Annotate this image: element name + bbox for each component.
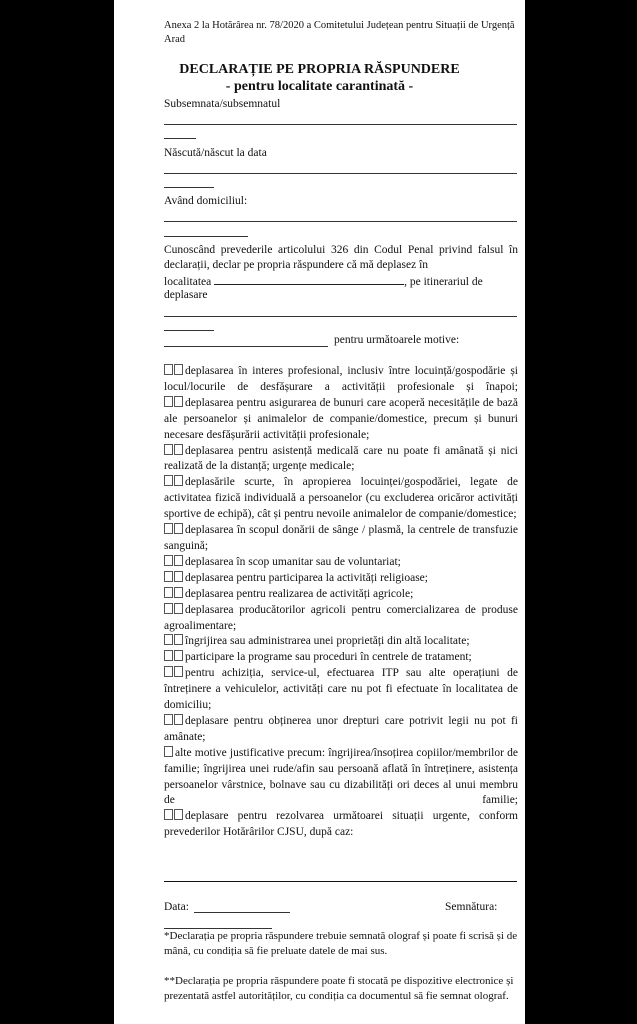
itinerary-line-2[interactable]: [164, 330, 214, 331]
checkbox-icon[interactable]: [164, 746, 174, 762]
document-title: DECLARAȚIE PE PROPRIA RĂSPUNDERE: [179, 62, 460, 77]
birth-date-line-end[interactable]: [164, 187, 214, 188]
reason-item: deplasarea pentru asigurarea de bunuri care acoperă necesitățile de bază ale persoanelor și animalelor de companie/domestice, precum și bunuri necesare desfășurării activității profesionale;: [164, 396, 518, 441]
signature-label: Semnătura:: [445, 901, 498, 913]
annex-header: Anexa 2 la Hotărârea nr. 78/2020 a Comitetului Județean pentru Situații de Urgență Arad: [164, 20, 515, 45]
reason-item: participare la programe sau proceduri în centrele de tratament;: [164, 650, 518, 666]
reason-item: alte motive justificative precum: îngrijirea/însoțirea copiilor/membrilor de familie; îngrijirea unei rude/afin sau persoană aflată în întreținere, asistența persoanelor vârstnice, bolnave sau cu dizabilități ori deces al unui membru de familie;: [164, 746, 518, 807]
reason-item: deplasările scurte, în apropierea locuinței/gospodăriei, legate de activitatea fizică individuală a persoanelor (cu excluderea oricăror activități sportive de echipă), cât și pentru nevoile animalelor de companie/domestice;: [164, 476, 518, 521]
checkbox-icon[interactable]: [164, 634, 184, 650]
reason-item: deplasarea pentru asistență medicală care nu poate fi amânată și nici realizată de la distanță; urgențe medicale;: [164, 444, 518, 473]
reason-item: deplasarea în scop umanitar sau de voluntariat;: [164, 555, 518, 571]
checkbox-icon[interactable]: [164, 666, 184, 682]
reason-item: deplasarea în interes profesional, inclusiv între locuință/gospodărie și locul/locurile de desfășurare a activității profesionale și înapoi;: [164, 365, 518, 393]
checkbox-icon[interactable]: [164, 809, 184, 825]
document-subtitle: - pentru localitate carantinată -: [225, 79, 414, 94]
checkbox-icon[interactable]: [164, 364, 184, 380]
reason-item: deplasarea pentru realizarea de activități agricole;: [164, 587, 518, 603]
name-label: Subsemnata/subsemnatul: [164, 98, 281, 110]
name-line-end[interactable]: [164, 138, 196, 139]
reason-item: deplasarea producătorilor agricoli pentru comercializarea de produse agroalimentare;: [164, 603, 518, 632]
itinerary-line[interactable]: [164, 316, 517, 317]
reason-item: deplasare pentru rezolvarea următoarei situații urgente, conform prevederilor Hotărârilor CJSU, după caz:: [164, 810, 518, 839]
reason-item: îngrijirea sau administrarea unei proprietăți din altă localitate;: [164, 634, 518, 650]
birth-date-label: Născută/născut la data: [164, 147, 267, 159]
domicile-line[interactable]: [164, 221, 517, 222]
date-field[interactable]: [194, 912, 290, 913]
date-label: Data:: [164, 901, 189, 913]
checkbox-icon[interactable]: [164, 396, 184, 412]
checkbox-icon[interactable]: [164, 475, 184, 491]
birth-date-line[interactable]: [164, 173, 517, 174]
checkbox-icon[interactable]: [164, 555, 184, 571]
name-line[interactable]: [164, 124, 517, 125]
reason-item: pentru achiziția, service-ul, efectuarea ITP sau alte operațiuni de întreținere a vehiculelor, activități care nu pot fi efectuate în localitatea de domiciliu;: [164, 667, 518, 712]
checkbox-icon[interactable]: [164, 523, 184, 539]
locality-field[interactable]: [214, 273, 404, 285]
motives-label: pentru următoarele motive:: [334, 334, 460, 346]
checkbox-icon[interactable]: [164, 587, 184, 603]
itinerary-line-3[interactable]: [164, 346, 328, 347]
reasons-list: [164, 364, 518, 841]
locality-label: localitatea: [164, 276, 212, 288]
reason-item: deplasare pentru obținerea unor drepturi care potrivit legii nu pot fi amânate;: [164, 714, 518, 743]
domicile-line-end[interactable]: [164, 236, 248, 237]
intro-text: Cunoscând prevederile articolului 326 din Codul Penal privind falsul în declarații, declar pe propria răspundere că mă deplasez în: [164, 244, 518, 271]
checkbox-icon[interactable]: [164, 603, 184, 619]
footnote-1: *Declarația pe propria răspundere trebuie semnată olograf și poate fi scrisă și de mână, cu condiția să fie preluate datele de mai sus.: [164, 930, 518, 957]
deplasare-label: deplasare: [164, 289, 208, 301]
reason-item: deplasarea pentru participarea la activități religioase;: [164, 571, 518, 587]
checkbox-icon[interactable]: [164, 650, 184, 666]
itinerary-label: , pe itinerariul de: [404, 276, 483, 288]
domicile-label: Având domiciliul:: [164, 195, 248, 207]
footnote-2: **Declarația pe propria răspundere poate fi stocată pe dispozitive electronice și prezentată astfel autorităților, cu condiția ca documentul să fie semnat olograf.: [164, 975, 514, 1002]
declaration-page: [114, 0, 525, 1024]
checkbox-icon[interactable]: [164, 714, 184, 730]
checkbox-icon[interactable]: [164, 571, 184, 587]
urgent-situation-line[interactable]: [164, 881, 517, 882]
reason-item: deplasarea în scopul donării de sânge / plasmă, la centrele de transfuzie sanguină;: [164, 524, 518, 552]
checkbox-icon[interactable]: [164, 444, 184, 460]
